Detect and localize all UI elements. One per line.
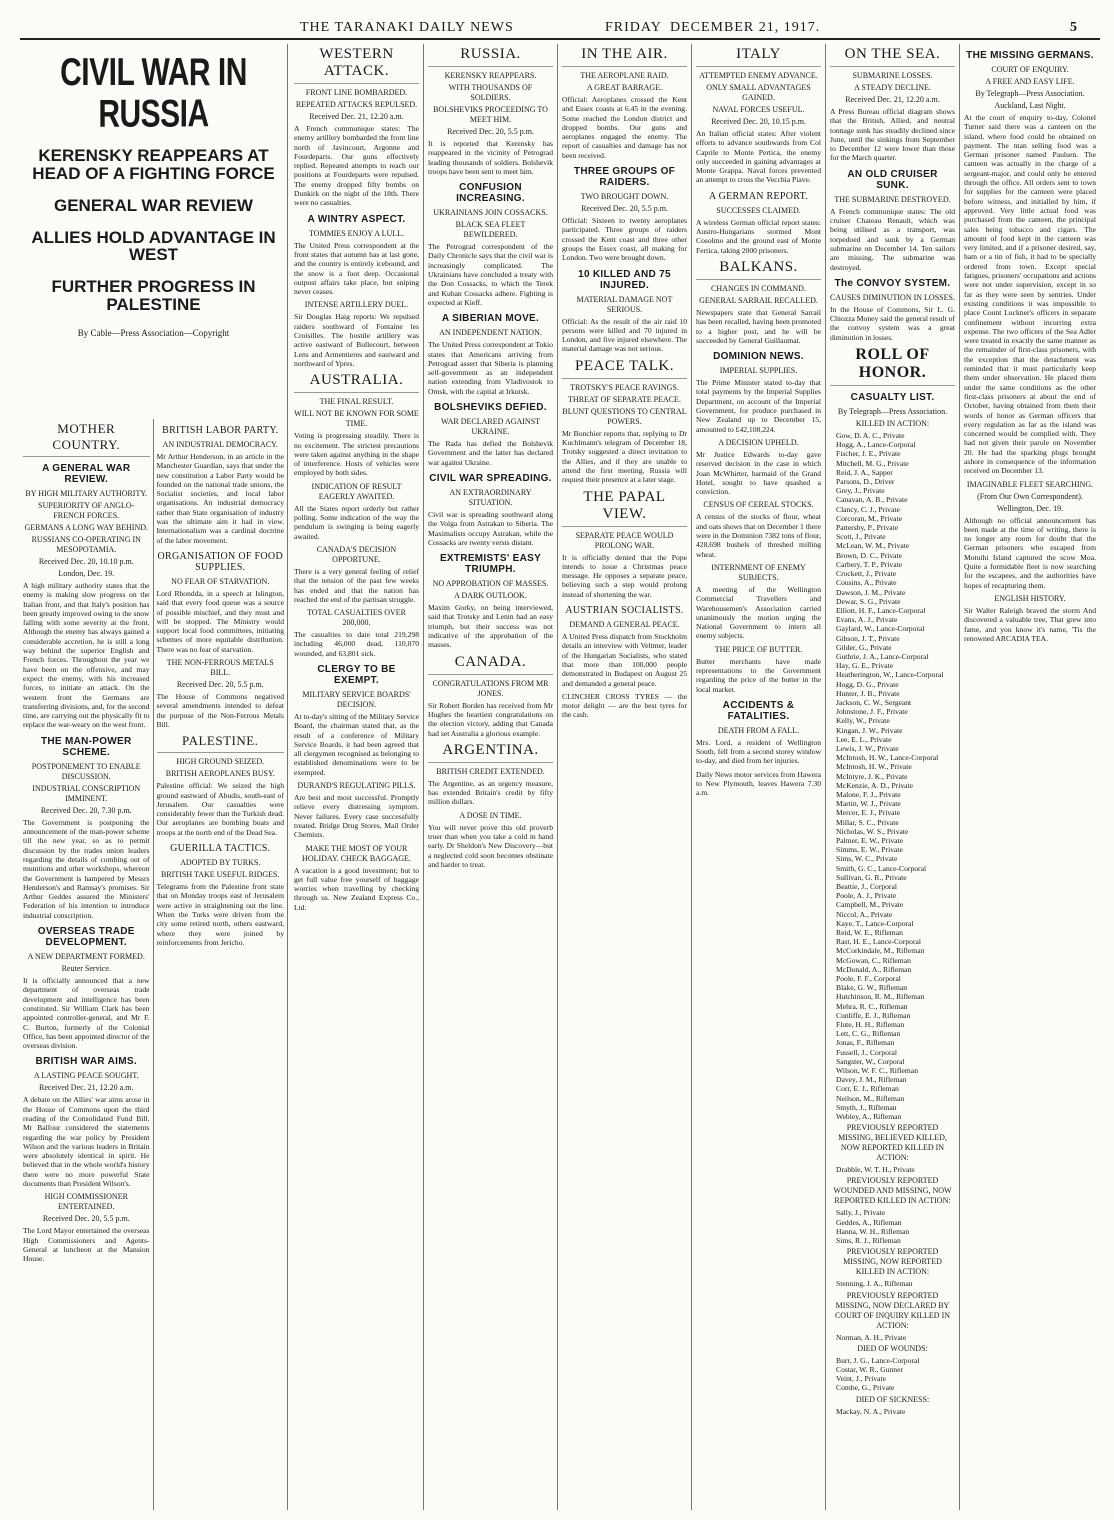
casualty-entry: Palmer, E. W., Private: [836, 835, 903, 845]
subheading: BLACK SEA FLEET BEWILDERED.: [455, 220, 526, 240]
subheading: A LASTING PEACE SOUGHT.: [33, 1071, 139, 1081]
article-body: It is reported that Kerensky has reappeared in the vicinity of Petrograd leading thousands of soldiers. Bolshevik troops have been sent to meet him.: [428, 139, 553, 176]
casualty-entry: Blake, G. W., Rifleman: [836, 983, 908, 993]
casualty-entry: Hay, G. E., Private: [836, 661, 894, 671]
casualty-entry: Hutchinson, R. M., Rifleman: [836, 992, 925, 1002]
casualty-entry: Mitchell, M. G., Private: [836, 458, 909, 468]
casualty-entry: Stenning, J. A., Rifleman: [836, 1279, 913, 1289]
subheading: MILITARY SERVICE BOARDS' DECISION.: [302, 689, 411, 709]
mother-country-column: [20, 419, 154, 1510]
article-body: Official: As the result of the air raid 10 persons were killed and 70 injured in London, and five injured elsewhere. The material damage was not serious.: [562, 316, 687, 354]
casualty-entry: Combe, G., Private: [836, 1383, 895, 1393]
casualty-entry: Smyth, J., Rifleman: [836, 1102, 897, 1112]
list-heading: DIED OF WOUNDS:: [857, 1343, 928, 1353]
advert-body: Sir Walter Raleigh braved the storm And discovered a valuable tree, That grew into fame, and you know it's name, 'Tis the renowned ARCADIA TEA.: [964, 605, 1096, 643]
dateline: Received Dec. 20, 5.5 p.m.: [447, 127, 534, 136]
germans-column: [960, 44, 1100, 1510]
headline-civil-war: CIVIL WAR IN RUSSIA: [60, 51, 247, 136]
list-heading: PREVIOUSLY REPORTED MISSING, NOW DECLARED BY COURT OF INQUIRY KILLED IN ACTION:: [834, 1290, 951, 1330]
section-title: PEACE TALK.: [562, 358, 687, 379]
casualty-entry: Hogg, A., Lance-Corporal: [836, 440, 916, 450]
subheading: CENSUS OF CEREAL STOCKS.: [703, 500, 814, 510]
casualty-entry: Jackson, C. W., Sergeant: [836, 697, 912, 707]
subheading: INDUSTRIAL CONSCRIPTION IMMINENT.: [32, 783, 141, 803]
subheading: CONGRATULATIONS FROM MR JONES.: [432, 678, 549, 698]
subheading: NO FEAR OF STARVATION.: [171, 576, 270, 586]
casualty-entry: Dewar, S. G., Private: [836, 596, 901, 606]
article-body: The Prime Minister stated to-day that total payments by the Imperial Supplies Department, on account of the Imperial Government, for produce purchased in New Zealand up to December 15, amounted to £42,108,224.: [696, 378, 821, 434]
casualty-entry: Pattersby, P., Private: [836, 523, 899, 533]
casualty-entry: Parsons, D., Driver: [836, 477, 895, 487]
article-body: Palestine official: We seized the high ground eastward of Abudis, south-east of Jerusalem. Our casualties were considerably fewer than the Turkish dead. Our aeroplanes are bombing boats and troops at the north end of the Dead Sea.: [156, 781, 284, 837]
casualty-entry: Elliott, H. F., Lance-Corporal: [836, 605, 926, 615]
subheading: THE NON-FERROUS METALS BILL.: [166, 658, 274, 678]
casualty-entry: Beattie, J., Corporal: [836, 882, 897, 891]
byline: By Cable—Press Association—Copyright: [77, 327, 230, 338]
casualty-entry: Sims, R. J., Rifleman: [836, 1236, 901, 1246]
casualty-entry: Poole, A. J., Private: [836, 891, 897, 901]
article-body: Mr Arthur Henderson, in an article in the Manchester Guardian, says that under the new constitution a Labor Party would be founded on the national trade unions, the Socialist societies, and local labor organisations. An industrial democracy rather than State organisation of industry was the ultimate aim it had in view. Internationalism was a cardinal doctrine of the labor movement.: [156, 452, 284, 545]
article-heading: CLERGY TO BE EXEMPT.: [317, 663, 396, 686]
subheading: WITH THOUSANDS OF SOLDIERS.: [448, 83, 533, 102]
subheading: A FREE AND EASY LIFE.: [985, 77, 1075, 86]
article-heading: A SIBERIAN MOVE.: [441, 313, 540, 325]
subheading: UKRAINIANS JOIN COSSACKS.: [433, 208, 548, 218]
subheading: NAVAL FORCES USEFUL.: [712, 105, 805, 114]
casualty-entry: Sullivan, G. R., Private: [836, 872, 907, 882]
casualty-entry: Johnstone, J. F., Private: [836, 707, 908, 717]
article-heading: BRITISH WAR AIMS.: [35, 1056, 137, 1068]
casualty-entry: Wilson, W. F. C., Rifleman: [836, 1066, 918, 1076]
casualty-entry: McIntosh, H. W., Lance-Corporal: [836, 753, 939, 763]
article-body: The House of Commons negatived several amendments intended to defeat the purpose of the Non-Ferrous Metals Bill.: [156, 692, 284, 729]
dateline: Received Dec. 20, 5.5 p.m.: [176, 680, 264, 690]
article-body: The Lord Mayor entertained the overseas High Commissioners and Agents-General at luncheon at the Mansion House.: [23, 1226, 150, 1264]
dateline: Received Dec. 20, 5.5 p.m.: [42, 1214, 130, 1224]
article-body: All the States report orderly but rather polling. Some indication of the way the pendulum is swinging is being eagerly awaited.: [294, 503, 419, 541]
section-title: WESTERN ATTACK.: [294, 46, 419, 84]
subheading: A STEADY DECLINE.: [854, 83, 931, 92]
masthead-day: FRIDAY: [605, 20, 662, 35]
casualty-entry: Lett, C. G., Rifleman: [836, 1029, 901, 1039]
casualty-entry: Corr, E. J., Rifleman: [836, 1084, 899, 1094]
article-body: The United Press correspondent at the front states that autumn has at last gone, and the country is entirely icebound, and the snow is a foot deep. Occasional outpost affairs take place, but sniping never ceases.: [294, 240, 419, 297]
casualty-entry: Jonas, F., Rifleman: [836, 1038, 895, 1048]
article-body: At to-day's sitting of the Military Service Board, the chairman stated that, as the result of a conference of Military Service Boards, it had been agreed that all clergymen recognised as belonging to established denominations were to be exempted.: [294, 711, 419, 777]
casualty-entry: Gaylard, W., Lance-Corporal: [836, 624, 925, 634]
list-heading: PREVIOUSLY REPORTED MISSING, BELIEVED KILLED, NOW REPORTED KILLED IN ACTION:: [838, 1123, 947, 1163]
casualty-entry: Sally, J., Private: [836, 1208, 886, 1218]
casualty-entry: Mehra, R. C., Rifleman: [836, 1001, 908, 1011]
section-title: BALKANS.: [696, 259, 821, 280]
subheading: THE AEROPLANE RAID.: [580, 71, 669, 80]
dateline: London, Dec. 19.: [58, 569, 115, 578]
article-body: Butter merchants have made representations to the Government regarding the price of the butter in the local market.: [696, 656, 821, 694]
casualty-entry: Rast, H. E., Lance-Corporal: [836, 937, 921, 947]
section-title: PALESTINE.: [157, 733, 285, 753]
article-body: The Argentine, as an urgency measure, has extended Britain's credit by fifty million dollars.: [428, 778, 553, 807]
subheading: HIGH COMMISSIONER ENTERTAINED.: [44, 1192, 128, 1212]
casualty-entry: Sims, W. C., Private: [836, 854, 898, 864]
article-body: Voting is progressing steadily. There is no excitement. The strictest precautions were taken against anything in the shape of interference. Hosts of vehicles were employed by both sides.: [294, 431, 419, 478]
dateline: Received Dec. 21, 12.20 a.m.: [39, 1083, 134, 1093]
casualty-entry: Brown, D. C., Private: [836, 550, 903, 560]
subheading: COURT OF ENQUIRY.: [991, 65, 1069, 74]
casualty-entry: Kingan, J. W., Private: [836, 725, 903, 735]
subheading: AN EXTRAORDINARY SITUATION.: [449, 487, 532, 507]
article-body: It is officially announced that a new department of overseas trade development and intelligence has been constituted. Sir William Clark has been appointed controller-general, and Mr F. C. Burton, formerly of the Colonial Office, has been appointed director of the overseas division.: [23, 976, 150, 1051]
subheading: CAUSES DIMINUTION IN LOSSES.: [830, 292, 955, 302]
subheading: TWO BROUGHT DOWN.: [580, 192, 669, 202]
dateline: Received Dec. 20, 10.15 p.m.: [711, 117, 806, 126]
subheading: AN INDUSTRIAL DEMOCRACY.: [162, 440, 278, 449]
subheading: SEPARATE PEACE WOULD PROLONG WAR.: [575, 530, 674, 550]
advert-heading: ENGLISH HISTORY.: [994, 593, 1066, 603]
subheading: REPEATED ATTACKS REPULSED.: [295, 100, 418, 109]
article-body: A census of the stocks of flour, wheat and oats shows that on December 1 there were in the Dominion 7382 tons of flour, 428,698 bushels of threshed milling wheat.: [696, 512, 821, 559]
casualty-entry: Martin, W. J., Private: [836, 799, 901, 809]
casualty-entry: Lee, E. L., Private: [836, 734, 892, 744]
section-title: ON THE SEA.: [830, 46, 955, 67]
source: Reuter Service.: [61, 964, 111, 974]
casualty-entry: McLean, W. M., Private: [836, 541, 910, 551]
casualty-entry: McDonald, A., Rifleman: [836, 964, 912, 974]
article-heading: AUSTRIAN SOCIALISTS.: [565, 605, 684, 617]
article-body: A wireless German official report states: Austro-Hungarians stormed Mont Cosolmo and the ground east of Monte Fertica, taking 2000 prisoners.: [696, 217, 821, 255]
casualty-entry: Geddes, A., Rifleman: [836, 1217, 902, 1227]
article-heading: The CONVOY SYSTEM.: [834, 277, 951, 289]
article-heading: 10 KILLED AND 75 INJURED.: [578, 268, 671, 291]
article-body: An Italian official states: After violent efforts to advance southwards from Col Caprile to Monte Pertica, the enemy only succeeded in gaining advantages at Monte Grappa. Naval forces prevented an attempt to cross the Vecchia Piave.: [696, 129, 821, 185]
subheading: ADOPTED BY TURKS.: [180, 858, 261, 868]
list-heading: PREVIOUSLY REPORTED WOUNDED AND MISSING, NOW REPORTED KILLED IN ACTION:: [833, 1176, 952, 1206]
article-body: A United Press dispatch from Stockholm details an interview with Veltmer, leader of the Hungarian Socialists, who stated that more than 100,000 people demonstrated in Budapest on August 25 and demanded a general peace.: [562, 632, 687, 688]
subheading: BY HIGH MILITARY AUTHORITY.: [25, 489, 148, 498]
casualty-entry: Drabble, W. T. H., Private: [836, 1165, 915, 1175]
subheading: A NEW DEPARTMENT FORMED.: [27, 952, 145, 962]
casualty-entry: Nicholas, W. S., Private: [836, 826, 909, 836]
casualty-list: [830, 1165, 955, 1174]
casualty-entry: McCorkindale, M., Rifleman: [836, 946, 925, 956]
article-body: Mr Justice Edwards to-day gave reserved decision in the case in which Joan McWhirter, barmaid of the Grand Hotel, sought to have quashed a conviction.: [696, 449, 821, 497]
article-body: Sir Robert Borden has received from Mr Hughes the heartiest congratulations on the election victory, adding that Canada had set Australia a glorious example.: [428, 700, 553, 738]
article-body: A debate on the Allies' war aims arose in the House of Commons upon the third reading of the Consolidated Fund Bill. Mr Balfour considered the statements regarding the war policy by President Wilson and the various leaders in Britain were absolutely identical in spirit. He believed that in the whole world's history there were no more powerful State documents than President Wilson's.: [23, 1095, 150, 1189]
casualty-list: [830, 431, 955, 1121]
subheading: BRITISH TAKE USEFUL RIDGES.: [161, 870, 280, 880]
casualty-entry: Reid, J. A., Sapper: [836, 467, 893, 477]
subheading: POSTPONEMENT TO ENABLE DISCUSSION.: [31, 761, 141, 781]
source: By Telegraph—Press Association.: [975, 89, 1085, 98]
casualty-entry: Corcoran, M., Private: [836, 513, 903, 523]
casualty-entry: Norman, A. H., Private: [836, 1332, 907, 1342]
subheading: TROTSKY'S PEACE RAVINGS.: [570, 382, 679, 392]
subheading: INTERNMENT OF ENEMY SUBJECTS.: [711, 562, 806, 582]
casualty-entry: Burr, J. G., Lance-Corporal: [836, 1355, 920, 1365]
italy-column: [692, 44, 826, 1510]
article-body: The Rada has defied the Bolshevik Government and the latter has declared war against Ukraine.: [428, 439, 553, 467]
casualty-entry: McKenzie, A. D., Private: [836, 780, 913, 790]
subheading: KERENSKY REAPPEARS.: [444, 71, 537, 80]
article-heading: BRITISH LABOR PARTY.: [162, 425, 279, 436]
article-heading: THE MISSING GERMANS.: [966, 50, 1094, 61]
casualty-list: [830, 1279, 955, 1288]
dateline: Received Dec. 21, 12.20 a.m.: [309, 112, 404, 121]
advert-body: You will never prove this old proverb truer than when you take a cold in hand early. Dr Sheldon's New Discovery—but a neglected cold soon becomes obstinate and harder to treat.: [428, 822, 553, 869]
list-heading: DIED OF SICKNESS:: [855, 1394, 930, 1404]
advert-heading: A DOSE IN TIME.: [459, 810, 522, 820]
headline-palestine: FURTHER PROGRESS IN PALESTINE: [51, 277, 256, 315]
subheading: IMAGINABLE FLEET SEARCHING.: [966, 479, 1094, 489]
subheading: TOMMIES ENJOY A LULL.: [308, 228, 405, 238]
article-body: Lord Rhondda, in a speech at Islington, said that every food queue was a source of possible mischief, and they must and will be stopped. The Ministry would support local food committees, initiating schemes of more equitable distribution. There was no fear of starvation.: [156, 588, 284, 654]
source: (From Our Own Correspondent).: [977, 491, 1083, 501]
casualty-entry: Malone, F. J., Private: [836, 789, 901, 799]
subheading: SUPERIORITY OF ANGLO-FRENCH FORCES.: [38, 501, 135, 520]
article-body: At the court of enquiry to-day, Colonel Turner said there was a canteen on the island, where food could be obtained on payment. The man selling food was a German prisoner named Paulsen. The canteen was actually in the charge of a sergeant-major, and could only be entered through the office. All orders sent to town for supplies for the canteen were placed before witness, and initialled by him, if approved. Very little actual food was purchased from the canteen, the principal sales being tobacco and cigars. The amount of food kept in the canteen was very limited, and if a prisoner desired, say, ham or a tin of fish, it had to be specially ordered from town. Except special fatigues, prisoners' occupations and actions were not under supervision, except in so far as they were seen by sentries. Under existing conditions it was impossible to place Count Luckner's officers in separate confinement without incurring extra expense. The two officers of the Sea Adler were treated in exactly the same manner as the remainder of first-class prisoners, with the exception that the detachment was reminded that it must particularly keep them under observation. He placed them under the same conditions as the other first-class prisoners at about the end of October, having obtained from them their words of honor as German officers that every regulation as far as the island was concerned would be complied with. They had not given their parole on November 20. He had the sparking plugs brought ashore in consequence of the information received on December 13.: [964, 113, 1096, 476]
article-body: Newspapers state that General Sarrail has been recalled, having been promoted to a higher post, and he will be succeeded by General Guillaumat.: [696, 307, 821, 345]
subheading: GENERAL SARRAIL RECALLED.: [699, 295, 818, 305]
casualty-entry: Hanna, W. H., Rifleman: [836, 1226, 910, 1236]
casualty-entry: Gilder, G., Private: [836, 642, 892, 652]
dateline: Received Dec. 20, 10.10 p.m.: [38, 557, 134, 566]
subheading: INTENSE ARTILLERY DUEL.: [304, 300, 409, 310]
article-body: There is a very general feeling of relief that the tension of the past few weeks has ended and that the nation has reached the end of the partisan struggle.: [294, 566, 419, 604]
subheading: BOLSHEVIKS PROCEEDING TO MEET HIM.: [433, 105, 548, 124]
western-column: [290, 44, 424, 1510]
section-title: IN THE AIR.: [562, 46, 687, 67]
article-body: Official: Sixteen to twenty aeroplanes participated. Three groups of raiders crossed the Kent coast and three other groups the Essex coast, all making for London. Two were brought down.: [562, 216, 687, 263]
article-body: Sir Douglas Haig reports: We repulsed raiders southward of Fontaine les Croisilles. The hostile artillery was active eastward of Bullecourt, between Lens and Armentieres and eastward and northward of Ypres.: [294, 312, 419, 368]
article-heading: A WINTRY ASPECT.: [307, 213, 406, 225]
subheading: SUCCESSES CLAIMED.: [716, 205, 801, 215]
subheading: MATERIAL DAMAGE NOT SERIOUS.: [576, 294, 673, 314]
casualty-entry: Niccol, A., Private: [836, 909, 893, 919]
article-heading: CASUALTY LIST.: [850, 392, 935, 404]
casualty-entry: Campbell, M., Private: [836, 900, 904, 910]
subheading: THE PRICE OF BUTTER.: [714, 644, 803, 654]
air-column: [558, 44, 692, 1510]
article-body: A French communique states: The enemy artillery bombarded the front line north of Javincourt, Argonne and Fourdeparts. Our guns effectively replied. Repeated attempts to reach our positions at Fourdeparts were repulsed. The enemy dropped fifty bombs on Dunkirk on the night of the 18th. There were no casualties.: [294, 124, 419, 208]
casualty-entry: Webley, A., Rifleman: [836, 1112, 902, 1122]
casualty-entry: Guthrie, J. A., Lance-Corporal: [836, 651, 929, 661]
article-body: A high military authority states that the enemy is making slow progress on the Italian front, and that Italy's position has been greatly improved owing to the snow falling with some severity at the front. Although the enemy has always gained a considerable accretion, he is still a long way behind the superior English and French forces. Throughout the year we have been on the offensive, and may expect the enemy, with his increased forces, to initiate an attack. On the western front the Germans are transferring divisions, and, for the second time, are carrying out the physically fit to replace the war-weary on the west front.: [23, 581, 150, 730]
page-number: 5: [1070, 20, 1078, 35]
masthead-title: THE TARANAKI DAILY NEWS: [300, 20, 514, 35]
subheading: A DECISION UPHELD.: [718, 437, 799, 447]
article-body: The casualties to date total 219,298 including 46,000 dead, 110,070 wounded, and 63,801 sick.: [294, 630, 419, 658]
advert-heading: MAKE THE MOST OF YOUR HOLIDAY. CHECK BAGGAGE.: [302, 843, 411, 863]
article-heading: ACCIDENTS & FATALITIES.: [722, 699, 795, 722]
subheading: A DARK OUTLOOK.: [454, 591, 527, 601]
dateline: Received Dec. 20, 7.30 p.m.: [40, 805, 132, 815]
article-heading: CONFUSION INCREASING.: [456, 182, 525, 205]
article-body: Maxim Gorky, on being interviewed, said that Trotsky and Lenin had an easy triumph, but their success was not indicative of the approbation of the masses.: [428, 603, 553, 650]
subheading: A GREAT BARRAGE.: [586, 83, 663, 92]
list-heading: PREVIOUSLY REPORTED MISSING, NOW REPORTED KILLED IN ACTION:: [843, 1247, 942, 1277]
article-heading: GUERILLA TACTICS.: [170, 843, 271, 855]
casualty-list: [830, 1208, 955, 1245]
casualty-entry: Heatherington, W., Lance-Corporal: [836, 670, 944, 680]
dateline: Wellington, Dec. 19.: [996, 503, 1064, 513]
casualty-entry: Cunliffe, E. J., Rifleman: [836, 1010, 911, 1020]
casualty-entry: Costar, W. R., Gunner: [836, 1364, 903, 1374]
article-heading: BOLSHEVIKS DEFIED.: [434, 402, 547, 414]
section-title: ROLL OF HONOR.: [830, 346, 955, 386]
casualty-entry: Gibson, J. T., Private: [836, 633, 900, 643]
dateline: Auckland, Last Night.: [994, 101, 1066, 110]
article-heading: A GERMAN REPORT.: [708, 190, 809, 202]
subheading: ATTEMPTED ENEMY ADVANCE.: [699, 71, 818, 80]
casualty-entry: Evans, A. J., Private: [836, 615, 898, 625]
casualty-entry: Millar, S. C., Private: [836, 817, 899, 827]
subheading: THE FINAL RESULT.: [319, 397, 394, 407]
labor-column: [154, 419, 288, 1510]
casualty-entry: Mackay, N. A., Private: [836, 1406, 906, 1416]
subheading: ONLY SMALL ADVANTAGES GAINED.: [706, 83, 811, 102]
article-body: A Press Bureau official diagram shows that the British, Allied, and neutral tonnage sunk has steadily declined since June, until the sinkings from September to December 12 were lower than those for the March quarter.: [830, 107, 955, 163]
article-heading: A GENERAL WAR REVIEW.: [42, 463, 131, 485]
subheading: DEMAND A GENERAL PEACE.: [569, 620, 680, 630]
casualty-entry: Gow, D. A. C., Private: [836, 431, 905, 441]
headline-allies: ALLIES HOLD ADVANTAGE IN WEST: [31, 227, 276, 265]
section-title: MOTHER COUNTRY.: [23, 421, 150, 457]
article-body: Mr Bonchier reports that, replying to Dr Kuchlmann's telegram of December 18, Trotsky suggested a direct invitation to the Allies, and if they are unable to attend the first meeting, Russia will request their presence at a later stage.: [562, 428, 687, 485]
subheading: RUSSIANS CO-OPERATING IN MESOPOTAMIA.: [31, 535, 141, 554]
casualty-entry: Dawson, J. M., Private: [836, 587, 906, 597]
subheading: INDICATION OF RESULT EAGERLY AWAITED.: [311, 481, 402, 501]
casualty-entry: McGowan, C., Rifleman: [836, 955, 911, 965]
article-body: In the House of Commons, Sir L. G. Chiozza Money said the general result of the convoy system was a great diminution in losses.: [830, 304, 955, 342]
casualty-entry: Smith, G. C., Lance-Corporal: [836, 863, 927, 873]
article-heading: AN OLD CRUISER SUNK.: [847, 168, 938, 191]
article-body: Official: Aeroplanes crossed the Kent and Essex coasts at 6.45 in the evening. Some reached the London district and dropped bombs. Our guns and aeroplanes engaged the enemy. The report of casualties and damage has not been received.: [562, 95, 687, 160]
section-title: ITALY: [696, 46, 821, 67]
casualty-entry: Poole, F. F., Corporal: [836, 974, 901, 984]
casualty-entry: Kaye, T., Lance-Corporal: [836, 918, 914, 928]
article-body: It is officially denied that the Pope intends to issue a Christmas peace message. He opposes a separate peace, believing such a step would prolong instead of shortening the war.: [562, 552, 687, 599]
subheading: AN INDEPENDENT NATION.: [439, 328, 542, 338]
subheading: NO APPROBATION OF MASSES.: [432, 579, 549, 589]
subheading: HIGH GROUND SEIZED.: [176, 757, 265, 767]
headline-war-review: GENERAL WAR REVIEW: [54, 195, 253, 215]
article-heading: CIVIL WAR SPREADING.: [429, 472, 552, 484]
article-body: A French communique states: The old cruiser Chateau Renault, which was being utilised as a transport, was torpedoed and sunk by a German submarine on December 14. Ten sailors are missing. The submarine was destroyed.: [830, 206, 955, 272]
casualty-entry: Veint, J., Private: [836, 1374, 886, 1384]
casualty-entry: Hogg, D. G., Private: [836, 679, 899, 689]
casualty-entry: Scott, J., Private: [836, 532, 886, 542]
casualty-entry: Carbery, T. P., Private: [836, 559, 903, 569]
article-body: Although no official announcement has been made at the time of writing, there is no longer any room for doubt that the German prisoners who escaped from Motuihi Island captured the scow Moa. Quite a formidable fleet is now searching for the escapees, and the authorities have hopes of recapturing them.: [964, 515, 1096, 590]
dateline: Received Dec. 20, 5.5 p.m.: [581, 204, 668, 214]
dateline: Received Dec. 21, 12.20 a.m.: [845, 95, 940, 104]
article-heading: THE MAN-POWER SCHEME.: [40, 735, 132, 758]
article-body: Telegrams from the Palestine front state that on Monday troops east of Jerusalem were active in straightening out the line. When the Turks were driven from the city some retired north, others eastward, where they were joined by reinforcements from Jericho.: [156, 882, 284, 947]
subheading: WILL NOT BE KNOWN FOR SOME TIME.: [294, 409, 419, 429]
casualty-entry: Fussell, J., Corporal: [836, 1047, 897, 1057]
casualty-entry: Sangster, W., Corporal: [836, 1056, 905, 1066]
subheading: THREAT OF SEPARATE PEACE.: [568, 394, 681, 404]
casualty-entry: Simms, E. W., Private: [836, 845, 903, 855]
casualty-entry: Kelly, W., Private: [836, 716, 890, 726]
article-body: The Petrograd correspondent of the Daily Chronicle says that the civil war is increasingly complicated. The Ukrainians have concluded a treaty with the Don Cossacks, to which the Terek and Kuban Cossacks adhere. Fighting is expected at Kieff.: [428, 242, 553, 307]
masthead-date: DECEMBER 21, 1917.: [670, 20, 821, 35]
sea-column: [826, 44, 960, 1510]
subheading: SUBMARINE LOSSES.: [852, 71, 933, 80]
advert-body: CLINCHER CROSS TYRES — the motor delight — are the best tyres for the cash.: [562, 691, 687, 720]
subheading: CANADA'S DECISION OPPORTUNE.: [316, 544, 397, 564]
casualty-entry: Hunter, J. B., Private: [836, 688, 900, 698]
advert-heading: DURAND'S REGULATING PILLS.: [297, 781, 416, 791]
subheading: IMPERIAL SUPPLIES.: [719, 366, 798, 376]
article-heading: OVERSEAS TRADE DEVELOPMENT.: [37, 926, 135, 949]
article-body: The United Press correspondent at Tokio states that Americans arriving from Petrograd assert that Siberia is planning self-government as an independent nation extending from Vladivostok to Omsk, with the capital at Irkutsk.: [428, 340, 553, 396]
article-body: The Government is postponing the announcement of the man-power scheme till the new year, so as to permit discussion by the trades union leaders regarding the details of combing out of munitions and other workshops, whereon the Government is hampered by Messrs Henderson's and Ramsay's promises. Sir Arthur Geddes assured the Ministers' Federation of his intention to introduce industrial conscription.: [23, 817, 150, 920]
casualty-entry: McIntyre, J. K., Private: [836, 771, 908, 781]
casualty-entry: Reid, W. E., Rifleman: [836, 928, 903, 938]
subheading: DEATH FROM A FALL.: [717, 725, 800, 735]
casualty-entry: Clancy, C. J., Private: [836, 504, 900, 514]
advert-body: Are best and most successful. Promptly relieve every distressing symptom. Never failures. Every case successfully treated. Bridge Drug Stores, Mail Order Chemists.: [294, 793, 419, 840]
casualty-entry: Mercer, E. J., Private: [836, 808, 901, 818]
advert-body: A vacation is a good investment; but to get full value free yourself of baggage worries when travelling by checking through us. New Zealand Express Co., Ltd.: [294, 865, 419, 912]
article-heading: ORGANISATION OF FOOD SUPPLIES.: [157, 550, 283, 573]
article-body: A meeting of the Wellington Commercial Travellers and Warehousemen's Association carried unanimously the motion urging the National Government to intern all enemy subjects.: [696, 584, 821, 641]
casualty-entry: Neilson, M., Rifleman: [836, 1093, 905, 1103]
headline-kerensky: KERENSKY REAPPEARS AT HEAD OF A FIGHTING FORCE: [32, 146, 275, 183]
casualty-entry: Cousins, A., Private: [836, 578, 897, 588]
article-body: Mrs. Lord, a resident of Wellington South, fell from a second storey window to-day, and died from her injuries.: [696, 737, 821, 766]
front-subcolumns: [20, 419, 287, 1510]
casualty-list: [830, 1333, 955, 1342]
advert-body: Daily News motor services from Hawera to New Plymouth, leaves Hawera 7.30 a.m.: [696, 769, 821, 798]
front-column: [20, 44, 288, 1510]
subheading: BRITISH CREDIT EXTENDED.: [436, 766, 545, 776]
article-heading: THREE GROUPS OF RAIDERS.: [573, 166, 676, 189]
section-title: ARGENTINA.: [428, 742, 553, 763]
casualty-entry: Crockett, J., Private: [836, 569, 897, 579]
article-heading: DOMINION NEWS.: [713, 351, 804, 363]
section-title: RUSSIA.: [428, 46, 553, 67]
casualty-entry: Davey, J. M., Rifleman: [836, 1075, 907, 1085]
section-title: AUSTRALIA.: [294, 372, 419, 393]
list-heading: KILLED IN ACTION:: [855, 419, 930, 429]
subheading: BLUNT QUESTIONS TO CENTRAL POWERS.: [562, 406, 687, 426]
casualty-entry: Grey, J., Private: [836, 486, 885, 496]
subheading: FRONT LINE BOMBARDED.: [305, 88, 408, 97]
subheading: THE SUBMARINE DESTROYED.: [834, 194, 951, 204]
subheading: TOTAL CASUALTIES OVER 200,000.: [306, 608, 407, 628]
casualty-entry: Lewis, J. W., Private: [836, 743, 899, 753]
masthead: [20, 18, 1100, 40]
casualty-list: [830, 1407, 955, 1416]
source: By Telegraph—Press Association.: [837, 407, 948, 417]
casualty-entry: Flute, H. H., Rifleman: [836, 1020, 905, 1030]
subheading: BRITISH AEROPLANES BUSY.: [165, 769, 275, 779]
russia-column: [424, 44, 558, 1510]
section-title: THE PAPAL VIEW.: [562, 489, 687, 527]
article-heading: EXTREMISTS' EASY TRIUMPH.: [439, 553, 542, 576]
casualty-entry: McIntosh, H. W., Private: [836, 762, 912, 772]
casualty-entry: Canavan, A. B., Private: [836, 495, 908, 505]
subheading: CHANGES IN COMMAND.: [711, 283, 806, 293]
casualty-entry: Fischer, J. E., Private: [836, 449, 901, 459]
casualty-list: [830, 1356, 955, 1393]
subheading: WAR DECLARED AGAINST UKRAINE.: [440, 417, 541, 437]
section-title: CANADA.: [428, 654, 553, 675]
article-body: Civil war is spreading southward along the Volga from Astrakan to Siberia. The Maximalists occupy Astrakan, while the Cossacks are twenty versts distant.: [428, 509, 553, 547]
subheading: GERMANS A LONG WAY BEHIND.: [24, 523, 148, 532]
